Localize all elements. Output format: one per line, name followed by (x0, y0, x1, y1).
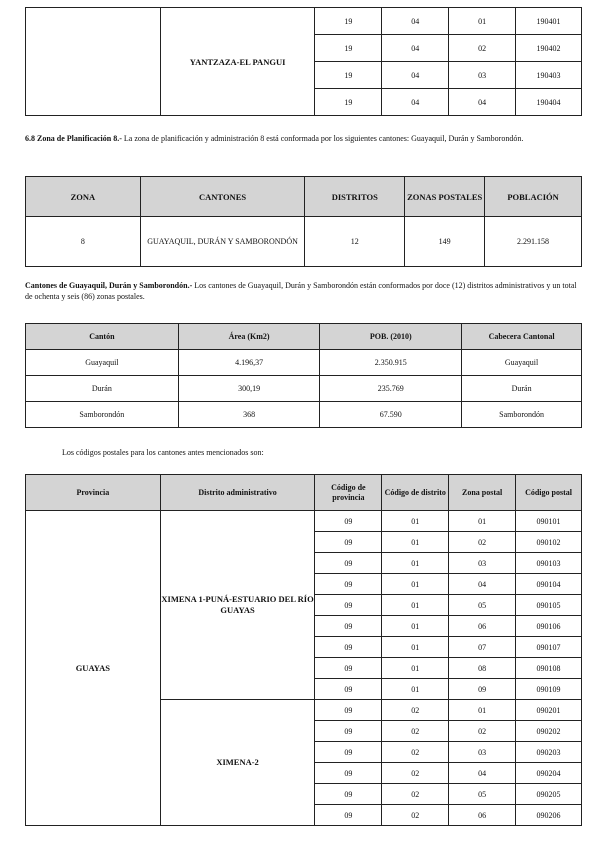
zona-postal-cell: 02 (449, 35, 516, 62)
codigo-provincia-cell: 09 (315, 532, 382, 553)
codigo-postal-cell: 090106 (516, 616, 582, 637)
column-header: POB. (2010) (320, 324, 462, 350)
codigos-intro-text: Los códigos postales para los cantones antes mencionados son: (62, 448, 264, 457)
codigo-distrito-cell: 01 (382, 637, 449, 658)
column-header: Zona postal (449, 475, 516, 511)
zona-postal-cell: 04 (449, 763, 516, 784)
zona-postal-cell: 07 (449, 637, 516, 658)
zona-summary-table (25, 176, 582, 267)
codigo-postal-cell: 090105 (516, 595, 582, 616)
zona-postal-cell: 01 (449, 511, 516, 532)
codigo-distrito-cell: 02 (382, 784, 449, 805)
cantones-heading: Cantones de Guayaquil, Durán y Samborondón.- (25, 281, 193, 290)
column-header: Provincia (26, 475, 161, 511)
codigo-provincia-cell: 09 (315, 679, 382, 700)
table-cell: Samborondón (462, 402, 582, 428)
cantones-table (25, 323, 582, 428)
codigo-distrito-cell: 01 (382, 658, 449, 679)
codigo-postal-cell: 090203 (516, 742, 582, 763)
codigo-postal-cell: 090102 (516, 532, 582, 553)
zona-postal-cell: 03 (449, 742, 516, 763)
codigo-provincia-cell: 09 (315, 658, 382, 679)
table-row (26, 8, 582, 35)
codigo-distrito-cell: 01 (382, 679, 449, 700)
codigo-distrito-cell: 04 (382, 62, 449, 89)
cantones-text: Los cantones de Guayaquil, Durán y Samborondón están conformados por doce (12) distritos administrativos y un total de ochenta y seis (86) zonas postales. (25, 281, 577, 301)
codigo-postal-cell: 190401 (516, 8, 582, 35)
codigo-postal-cell: 190402 (516, 35, 582, 62)
codigo-distrito-cell: 04 (382, 89, 449, 116)
zona-postal-cell: 04 (449, 89, 516, 116)
zona-summary-header-row (26, 177, 582, 217)
codigo-distrito-cell: 04 (382, 8, 449, 35)
codigo-distrito-cell: 01 (382, 553, 449, 574)
table-cell: 2.350.915 (320, 350, 462, 376)
table-cell: Guayaquil (26, 350, 179, 376)
table-cell: 12 (305, 217, 405, 267)
table-row (26, 402, 582, 428)
column-header: POBLACIÓN (485, 177, 582, 217)
zona-postal-cell: 06 (449, 616, 516, 637)
codigo-distrito-cell: 02 (382, 805, 449, 826)
codigo-provincia-cell: 09 (315, 595, 382, 616)
codigo-provincia-cell: 09 (315, 805, 382, 826)
table-row (26, 511, 582, 532)
column-header: ZONA (26, 177, 141, 217)
column-header: Código postal (516, 475, 582, 511)
zona-postal-cell: 03 (449, 553, 516, 574)
table-cell: GUAYAQUIL, DURÁN Y SAMBORONDÓN (140, 217, 305, 267)
codigo-provincia-cell: 19 (315, 89, 382, 116)
codigo-provincia-cell: 09 (315, 637, 382, 658)
table-cell: 2.291.158 (485, 217, 582, 267)
zona-postal-cell: 06 (449, 805, 516, 826)
codigo-distrito-cell: 04 (382, 35, 449, 62)
codigo-provincia-cell: 09 (315, 763, 382, 784)
zona-summary-row (26, 217, 582, 267)
column-header: Distrito administrativo (160, 475, 315, 511)
column-header: CANTONES (140, 177, 305, 217)
table-cell: Durán (462, 376, 582, 402)
codigo-postal-cell: 190403 (516, 62, 582, 89)
codigo-postal-cell: 090104 (516, 574, 582, 595)
codigo-distrito-cell: 02 (382, 700, 449, 721)
codigo-provincia-cell: 09 (315, 784, 382, 805)
codigo-distrito-cell: 01 (382, 616, 449, 637)
column-header: ZONAS POSTALES (405, 177, 485, 217)
zona-8-text: La zona de planificación y administración 8 está conformada por los siguientes cantones: Guayaquil, Durán y Samborondón. (121, 134, 524, 143)
codigo-provincia-cell: 09 (315, 616, 382, 637)
yantzaza-table-body (26, 8, 582, 116)
zona-postal-cell: 08 (449, 658, 516, 679)
column-header: Área (Km2) (178, 324, 320, 350)
codigo-postal-cell: 090204 (516, 763, 582, 784)
codigo-postal-cell: 190404 (516, 89, 582, 116)
codigo-distrito-cell: 02 (382, 763, 449, 784)
zona-postal-cell: 01 (449, 8, 516, 35)
distrito-cell: XIMENA-2 (160, 700, 315, 826)
distrito-cell: XIMENA 1-PUNÁ-ESTUARIO DEL RÍO GUAYAS (160, 511, 315, 700)
column-header: Código de distrito (382, 475, 449, 511)
codigo-provincia-cell: 09 (315, 574, 382, 595)
codigo-provincia-cell: 09 (315, 511, 382, 532)
cantones-paragraph (25, 280, 585, 302)
provincia-cell-empty (26, 8, 161, 116)
codigo-postal-cell: 090201 (516, 700, 582, 721)
yantzaza-postal-table (25, 7, 582, 116)
canton-name-cell: YANTZAZA-EL PANGUI (160, 8, 315, 116)
table-cell: 235.769 (320, 376, 462, 402)
codigo-postal-cell: 090108 (516, 658, 582, 679)
table-row (26, 376, 582, 402)
codigo-postal-cell: 090205 (516, 784, 582, 805)
codigo-provincia-cell: 09 (315, 700, 382, 721)
zona-8-paragraph (25, 133, 585, 144)
table-cell: Guayaquil (462, 350, 582, 376)
guayas-table-body (26, 511, 582, 826)
codigo-provincia-cell: 09 (315, 553, 382, 574)
codigo-distrito-cell: 02 (382, 742, 449, 763)
codigo-provincia-cell: 09 (315, 721, 382, 742)
codigo-postal-cell: 090101 (516, 511, 582, 532)
codigo-distrito-cell: 01 (382, 574, 449, 595)
codigo-provincia-cell: 19 (315, 35, 382, 62)
codigo-distrito-cell: 01 (382, 595, 449, 616)
table-cell: 67.590 (320, 402, 462, 428)
zona-postal-cell: 05 (449, 595, 516, 616)
table-cell: 8 (26, 217, 141, 267)
zona-postal-cell: 02 (449, 532, 516, 553)
table-cell: 4.196,37 (178, 350, 320, 376)
table-row (26, 350, 582, 376)
table-cell: 300,19 (178, 376, 320, 402)
codigo-provincia-cell: 19 (315, 8, 382, 35)
codigo-postal-cell: 090206 (516, 805, 582, 826)
codigo-distrito-cell: 01 (382, 511, 449, 532)
cantones-header-row (26, 324, 582, 350)
codigo-distrito-cell: 02 (382, 721, 449, 742)
zona-postal-cell: 01 (449, 700, 516, 721)
codigo-postal-cell: 090202 (516, 721, 582, 742)
guayas-postal-table (25, 474, 582, 826)
table-cell: Durán (26, 376, 179, 402)
zona-postal-cell: 09 (449, 679, 516, 700)
column-header: Código de provincia (315, 475, 382, 511)
column-header: Cantón (26, 324, 179, 350)
zona-postal-cell: 03 (449, 62, 516, 89)
provincia-cell: GUAYAS (26, 511, 161, 826)
table-cell: 149 (405, 217, 485, 267)
column-header: Cabecera Cantonal (462, 324, 582, 350)
zona-postal-cell: 04 (449, 574, 516, 595)
codigo-postal-cell: 090109 (516, 679, 582, 700)
zona-postal-cell: 02 (449, 721, 516, 742)
column-header: DISTRITOS (305, 177, 405, 217)
codigo-provincia-cell: 09 (315, 742, 382, 763)
zona-8-heading: 6.8 Zona de Planificación 8.- (25, 134, 122, 143)
table-cell: 368 (178, 402, 320, 428)
codigo-postal-cell: 090107 (516, 637, 582, 658)
codigo-distrito-cell: 01 (382, 532, 449, 553)
guayas-header-row (26, 475, 582, 511)
codigo-provincia-cell: 19 (315, 62, 382, 89)
zona-postal-cell: 05 (449, 784, 516, 805)
cantones-table-body (26, 350, 582, 428)
table-cell: Samborondón (26, 402, 179, 428)
codigo-postal-cell: 090103 (516, 553, 582, 574)
